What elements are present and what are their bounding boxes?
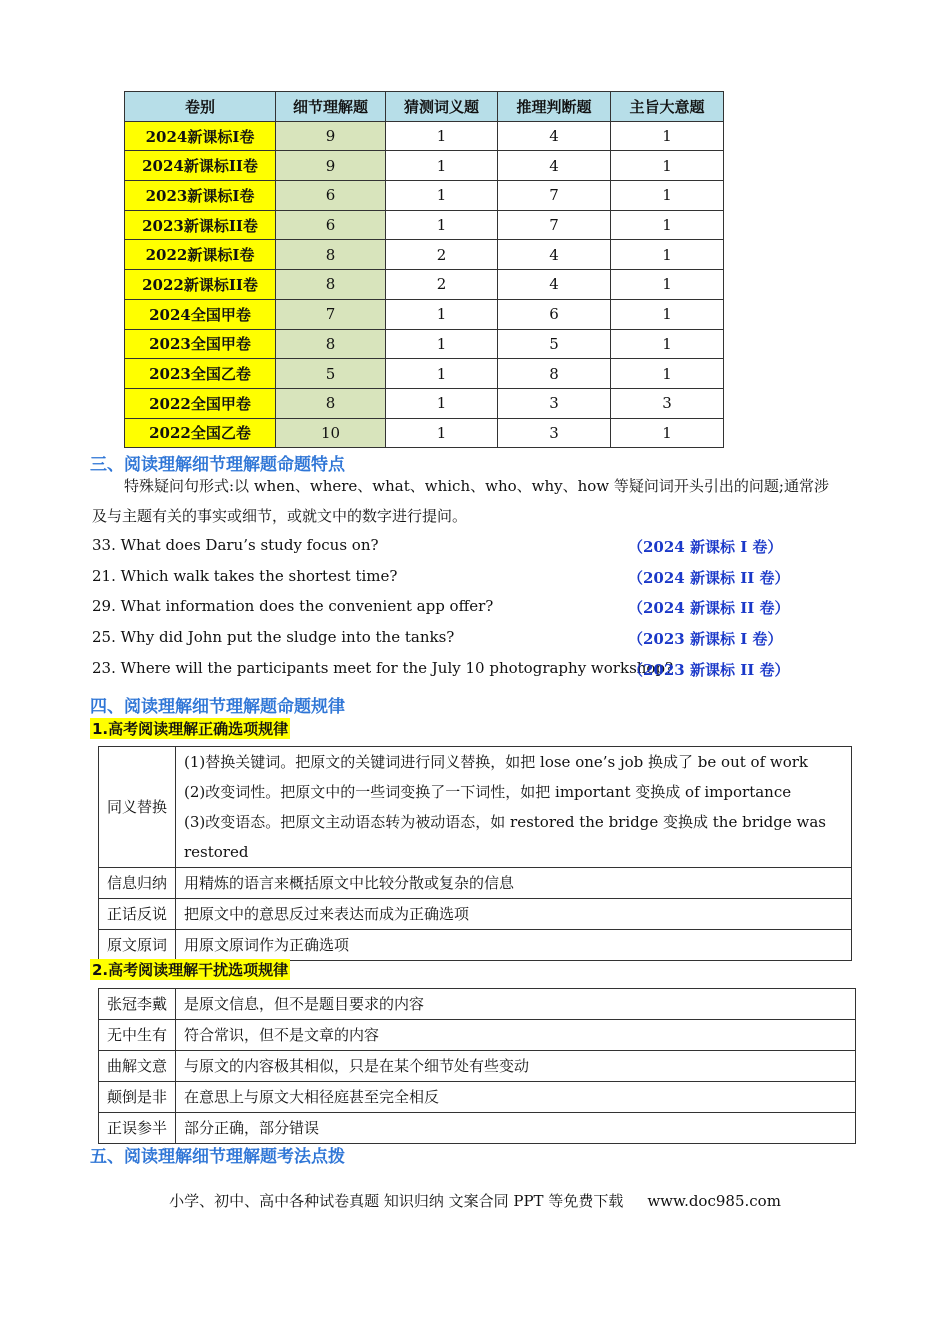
vocab-count: 1 xyxy=(386,359,498,389)
paragraph-line-1-text: 特殊疑问句形式:以 when、where、what、which、who、why、how 等疑问词开头引出的问题;通常涉 xyxy=(124,477,829,495)
rule-line: restored xyxy=(184,843,249,861)
footer-site-link[interactable]: www.doc985.com xyxy=(647,1192,781,1210)
table-row xyxy=(125,388,724,418)
vocab-count: 1 xyxy=(386,151,498,181)
rule-description: 部分正确，部分错误 xyxy=(176,1113,856,1144)
table-row xyxy=(125,210,724,240)
rule-description xyxy=(176,747,852,868)
rule-name: 无中生有 xyxy=(99,1020,176,1051)
example-question: 25. Why did John put the sludge into the tanks? xyxy=(92,628,455,646)
table-row xyxy=(125,270,724,300)
footer-text: 小学、初中、高中各种试卷真题 知识归纳 文案合同 PPT 等免费下载 xyxy=(169,1192,624,1210)
rule-description: 用精炼的语言来概括原文中比较分散或复杂的信息 xyxy=(176,868,852,899)
rule-name: 正话反说 xyxy=(99,899,176,930)
example-source: （2024 新课标 II 卷） xyxy=(628,599,790,617)
main-idea-count: 1 xyxy=(611,299,724,329)
table-row xyxy=(99,1082,856,1113)
section4-heading: 四、阅读理解细节理解题命题规律 xyxy=(90,697,345,717)
rule-description: 与原文的内容极其相似，只是在某个细节处有些变动 xyxy=(176,1051,856,1082)
rule-name: 同义替换 xyxy=(99,747,176,868)
header-detail: 细节理解题 xyxy=(276,92,386,122)
inference-count: 3 xyxy=(498,388,611,418)
paper-cell: 2022新课标I卷 xyxy=(125,240,276,270)
rule-name: 信息归纳 xyxy=(99,868,176,899)
detail-count: 9 xyxy=(276,121,386,151)
paper-cell: 2024新课标II卷 xyxy=(125,151,276,181)
table-row xyxy=(125,240,724,270)
rule-line: (3)改变语态。把原文主动语态转为被动语态，如 restored the bridge 变换成 the bridge was xyxy=(184,813,826,831)
detail-count: 8 xyxy=(276,240,386,270)
correct-options-table xyxy=(98,746,852,961)
section5-heading: 五、阅读理解细节理解题考法点拨 xyxy=(90,1147,345,1167)
table-row xyxy=(99,930,852,961)
inference-count: 7 xyxy=(498,210,611,240)
table-row xyxy=(99,1051,856,1082)
main-idea-count: 1 xyxy=(611,418,724,448)
vocab-count: 2 xyxy=(386,240,498,270)
table-header-row xyxy=(125,92,724,122)
paper-cell: 2022全国甲卷 xyxy=(125,388,276,418)
inference-count: 5 xyxy=(498,329,611,359)
rule-name: 原文原词 xyxy=(99,930,176,961)
inference-count: 4 xyxy=(498,151,611,181)
table-row xyxy=(99,989,856,1020)
table-row xyxy=(125,299,724,329)
paragraph-line-2: 及与主题有关的事实或细节，或就文中的数字进行提问。 xyxy=(92,507,468,525)
paper-cell: 2022新课标II卷 xyxy=(125,270,276,300)
header-paper: 卷别 xyxy=(125,92,276,122)
question-type-table xyxy=(124,91,724,448)
vocab-count: 1 xyxy=(386,121,498,151)
inference-count: 3 xyxy=(498,418,611,448)
rule-name: 张冠李戴 xyxy=(99,989,176,1020)
rule-description: 符合常识，但不是文章的内容 xyxy=(176,1020,856,1051)
detail-count: 7 xyxy=(276,299,386,329)
rule-name: 正误参半 xyxy=(99,1113,176,1144)
example-question: 23. Where will the participants meet for the July 10 photography workshop? xyxy=(92,659,674,677)
inference-count: 4 xyxy=(498,270,611,300)
example-source: （2024 新课标 I 卷） xyxy=(628,538,783,556)
example-question: 33. What does Daru’s study focus on? xyxy=(92,536,379,554)
table-row xyxy=(99,747,852,868)
example-source: （2023 新课标 II 卷） xyxy=(628,661,790,679)
header-vocab: 猜测词义题 xyxy=(386,92,498,122)
inference-count: 6 xyxy=(498,299,611,329)
example-source: （2023 新课标 I 卷） xyxy=(628,630,783,648)
main-idea-count: 1 xyxy=(611,210,724,240)
table-row xyxy=(99,1113,856,1144)
paper-cell: 2023全国乙卷 xyxy=(125,359,276,389)
example-source: （2024 新课标 II 卷） xyxy=(628,569,790,587)
detail-count: 9 xyxy=(276,151,386,181)
vocab-count: 1 xyxy=(386,329,498,359)
rule-line: (2)改变词性。把原文中的一些词变换了一下词性，如把 important 变换成 of importance xyxy=(184,783,792,801)
main-idea-count: 1 xyxy=(611,151,724,181)
main-idea-count: 1 xyxy=(611,240,724,270)
detail-count: 10 xyxy=(276,418,386,448)
rule-description: 把原文中的意思反过来表达而成为正确选项 xyxy=(176,899,852,930)
paper-cell: 2023新课标I卷 xyxy=(125,181,276,211)
table-row xyxy=(125,151,724,181)
inference-count: 7 xyxy=(498,181,611,211)
paper-cell: 2023全国甲卷 xyxy=(125,329,276,359)
main-idea-count: 1 xyxy=(611,359,724,389)
main-idea-count: 1 xyxy=(611,121,724,151)
vocab-count: 1 xyxy=(386,181,498,211)
table-row xyxy=(125,329,724,359)
correct-options-subheading: 1.高考阅读理解正确选项规律 xyxy=(92,720,289,738)
header-main-idea: 主旨大意题 xyxy=(611,92,724,122)
table-row xyxy=(99,868,852,899)
table-row xyxy=(125,359,724,389)
vocab-count: 1 xyxy=(386,299,498,329)
section3-paragraph xyxy=(92,471,862,531)
detail-count: 5 xyxy=(276,359,386,389)
paper-cell: 2022全国乙卷 xyxy=(125,418,276,448)
detail-count: 6 xyxy=(276,210,386,240)
vocab-count: 1 xyxy=(386,418,498,448)
rule-name: 颠倒是非 xyxy=(99,1082,176,1113)
main-idea-count: 3 xyxy=(611,388,724,418)
section3-heading: 三、阅读理解细节理解题命题特点 xyxy=(90,455,345,475)
table-row xyxy=(125,181,724,211)
example-question: 21. Which walk takes the shortest time? xyxy=(92,567,398,585)
distractor-options-table xyxy=(98,988,856,1144)
paper-cell: 2024新课标I卷 xyxy=(125,121,276,151)
main-idea-count: 1 xyxy=(611,181,724,211)
rule-name: 曲解文意 xyxy=(99,1051,176,1082)
paper-cell: 2023新课标II卷 xyxy=(125,210,276,240)
inference-count: 4 xyxy=(498,240,611,270)
table-row xyxy=(99,899,852,930)
detail-count: 6 xyxy=(276,181,386,211)
rule-description: 是原文信息，但不是题目要求的内容 xyxy=(176,989,856,1020)
vocab-count: 1 xyxy=(386,210,498,240)
vocab-count: 2 xyxy=(386,270,498,300)
paper-cell: 2024全国甲卷 xyxy=(125,299,276,329)
paragraph-line-1 xyxy=(92,471,862,501)
main-idea-count: 1 xyxy=(611,329,724,359)
rule-line: (1)替换关键词。把原文的关键词进行同义替换，如把 lose one’s job 换成了 be out of work xyxy=(184,753,809,771)
distractor-options-subheading: 2.高考阅读理解干扰选项规律 xyxy=(92,961,289,979)
inference-count: 4 xyxy=(498,121,611,151)
inference-count: 8 xyxy=(498,359,611,389)
example-question: 29. What information does the convenient app offer? xyxy=(92,597,494,615)
header-inference: 推理判断题 xyxy=(498,92,611,122)
detail-count: 8 xyxy=(276,329,386,359)
rule-description: 用原文原词作为正确选项 xyxy=(176,930,852,961)
table-row xyxy=(99,1020,856,1051)
table-row xyxy=(125,418,724,448)
detail-count: 8 xyxy=(276,388,386,418)
page-footer xyxy=(0,1190,950,1211)
table-row xyxy=(125,121,724,151)
vocab-count: 1 xyxy=(386,388,498,418)
rule-description: 在意思上与原文大相径庭甚至完全相反 xyxy=(176,1082,856,1113)
detail-count: 8 xyxy=(276,270,386,300)
main-idea-count: 1 xyxy=(611,270,724,300)
